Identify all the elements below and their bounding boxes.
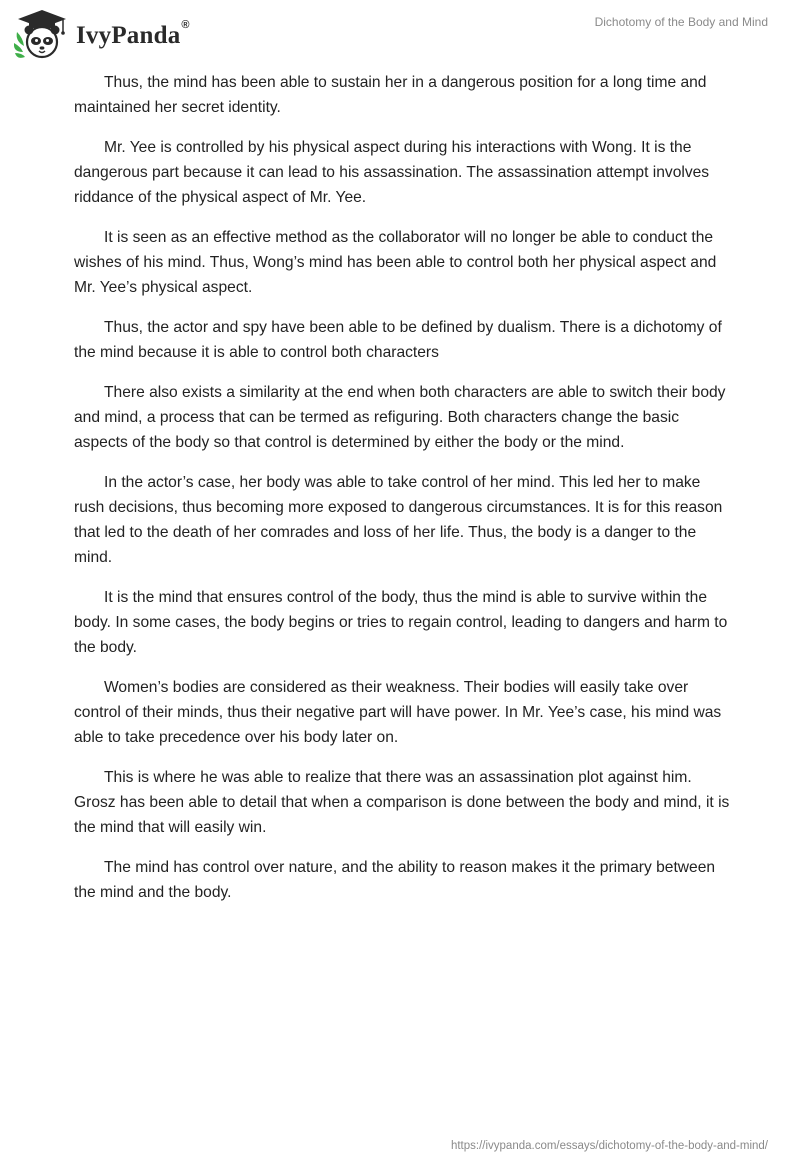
paragraph: In the actor’s case, her body was able to take control of her mind. This led her to make rush decisions, thus becoming more exposed to dangerous circumstances. It is for this reason that led to the death of her comrades and loss of her life. Thus, the body is a danger to the mind. [74,474,723,566]
paragraph: This is where he was able to realize that there was an assassination plot against him. Grosz has been able to detail that when a comparison is done between the body and mind, it is the mind that will easily win. [74,769,730,836]
logo-wordmark: IvyPanda® [76,19,190,49]
document-title: Dichotomy of the Body and Mind [594,15,768,29]
page-header [0,0,800,70]
paragraph: It is seen as an effective method as the collaborator will no longer be able to conduct the wishes of his mind. Thus, Wong’s mind has been able to control both her physical aspect and Mr. Yee’s physical aspect. [74,229,717,296]
panda-graduate-icon [14,8,70,60]
source-url[interactable]: https://ivypanda.com/essays/dichotomy-of-the-body-and-mind/ [450,1140,768,1152]
essay-body [74,70,734,920]
paragraph: Thus, the mind has been able to sustain her in a dangerous position for a long time and maintained her secret identity. [74,74,707,116]
paragraph: It is the mind that ensures control of the body, thus the mind is able to survive within the body. In some cases, the body begins or tries to regain control, leading to dangers and harm to the body. [74,589,728,656]
paragraph: There also exists a similarity at the end when both characters are able to switch their body and mind, a process that can be termed as refiguring. Both characters change the basic aspects of the body so that control is determined by either the body or the mind. [74,384,726,451]
paragraph: Mr. Yee is controlled by his physical aspect during his interactions with Wong. It is the dangerous part because it can lead to his assassination. The assassination attempt involves riddance of the physical aspect of Mr. Yee. [74,139,710,206]
ivypanda-logo[interactable] [14,8,190,60]
paragraph: Thus, the actor and spy have been able to be defined by dualism. There is a dichotomy of the mind because it is able to control both characters [74,319,722,361]
paragraph: The mind has control over nature, and the ability to reason makes it the primary between the mind and the body. [74,859,716,901]
registered-mark: ® [181,19,190,31]
paragraph: Women’s bodies are considered as their weakness. Their bodies will easily take over control of their minds, thus their negative part will have power. In Mr. Yee’s case, his mind was able to take precedence over his body later on. [74,679,722,746]
